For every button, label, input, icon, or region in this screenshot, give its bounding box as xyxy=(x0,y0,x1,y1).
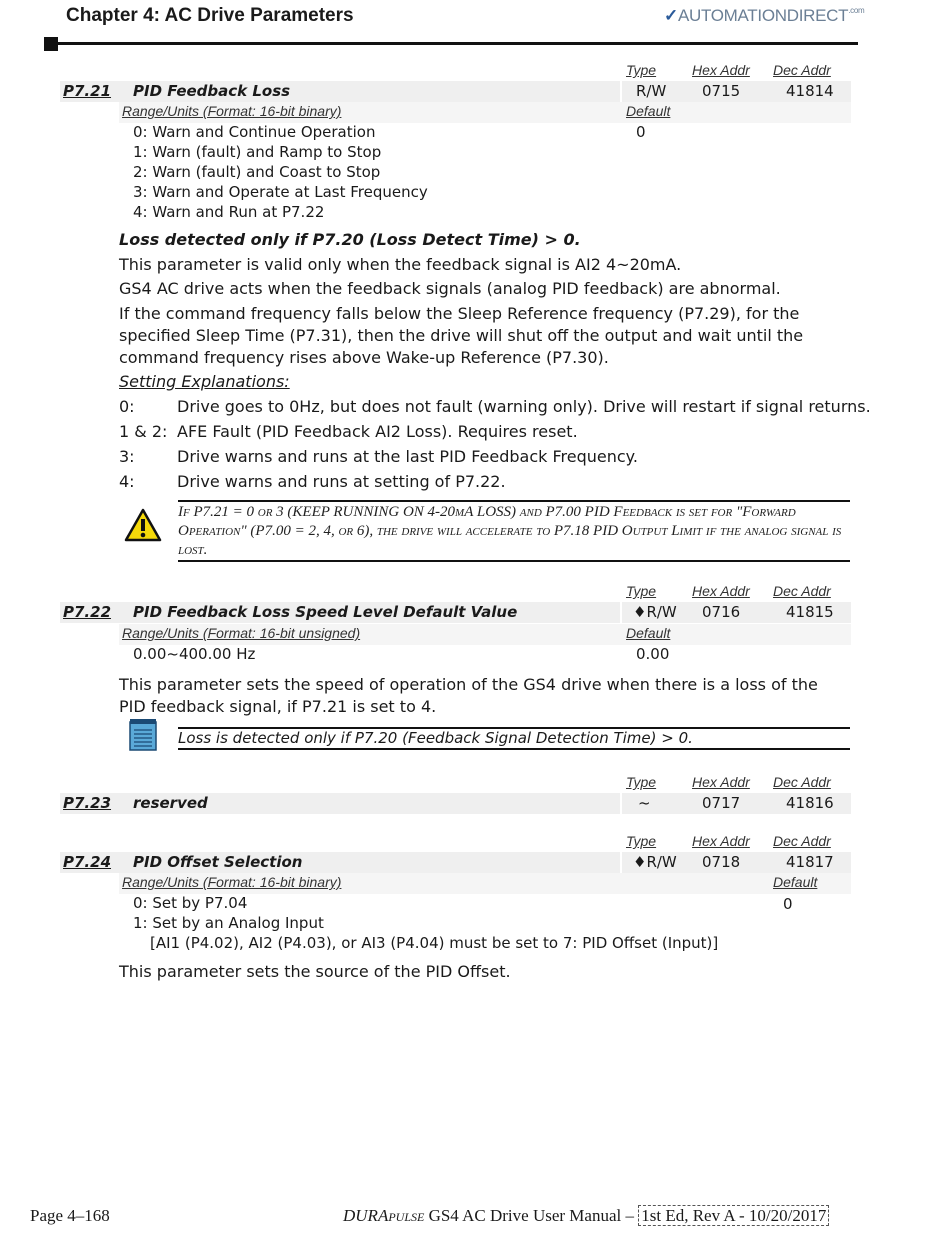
setting-value: Drive goes to 0Hz, but does not fault (warning only). Drive will restart if signal returns. xyxy=(177,397,871,416)
list-item xyxy=(119,396,871,421)
logo-suffix: .com xyxy=(848,6,865,15)
brand-dura: DURA xyxy=(343,1206,389,1225)
list-item: [AI1 (P4.02), AI2 (P4.03), or AI3 (P4.04) must be set to 7: PID Offset (Input)] xyxy=(150,934,719,952)
note-box xyxy=(178,727,850,750)
brand-pulse: pulse xyxy=(388,1206,425,1225)
default-label: Default xyxy=(626,103,671,119)
setting-explanations-title: Setting Explanations: xyxy=(119,372,290,391)
param-number: P7.21 xyxy=(63,82,112,100)
col-dec-label: Dec Addr xyxy=(773,62,831,78)
paragraph: GS4 AC drive acts when the feedback signals (analog PID feedback) are abnormal. xyxy=(119,279,781,298)
default-value: 0 xyxy=(783,895,793,913)
col-hex-label: Hex Addr xyxy=(692,62,750,78)
setting-value: Drive warns and runs at the last PID Feedback Frequency. xyxy=(177,447,638,466)
param-hex: 0717 xyxy=(702,794,741,812)
col-type-label: Type xyxy=(626,774,657,790)
param-dec: 41816 xyxy=(786,794,834,812)
range-value: 0.00~400.00 Hz xyxy=(133,645,256,663)
param-type: ♦R/W xyxy=(633,853,677,871)
list-item: 1: Warn (fault) and Ramp to Stop xyxy=(133,143,382,161)
settings-list xyxy=(119,396,871,496)
list-item xyxy=(119,471,506,496)
option-list xyxy=(133,893,718,953)
list-item: 4: Warn and Run at P7.22 xyxy=(133,203,325,221)
warning-box xyxy=(178,500,850,562)
range-units: Range/Units (Format: 16-bit binary) xyxy=(122,874,342,890)
revision-badge: 1st Ed, Rev A - 10/20/2017 xyxy=(638,1205,829,1226)
param-type: R/W xyxy=(636,82,667,100)
header-rule xyxy=(44,42,858,45)
warning-text: If P7.21 = 0 or 3 (KEEP RUNNING ON 4-20mA LOSS) and P7.00 PID Feedback is set for "Forward Operation" (P7.00 = 2, 4, or 6), the drive will accelerate to P7.18 PID Output Limit if the analog signal is lost. xyxy=(178,504,842,558)
paragraph: This parameter sets the speed of operation of the GS4 drive when there is a loss of the PID feedback signal, if P7.21 is set to 4. xyxy=(119,675,818,716)
param-number: P7.24 xyxy=(63,853,112,871)
chapter-title: Chapter 4: AC Drive Parameters xyxy=(66,5,354,26)
param-name: PID Feedback Loss Speed Level Default Value xyxy=(133,603,518,621)
list-item: 3: Warn and Operate at Last Frequency xyxy=(133,183,428,201)
param-number: P7.23 xyxy=(63,794,112,812)
notepad-icon xyxy=(127,718,159,756)
paragraph: This parameter sets the source of the PID Offset. xyxy=(119,962,511,981)
param-name: PID Offset Selection xyxy=(133,853,303,871)
page-number: Page 4–168 xyxy=(30,1206,110,1225)
col-dec-label: Dec Addr xyxy=(773,583,831,599)
list-item: 0: Set by P7.04 xyxy=(133,894,248,912)
col-type-label: Type xyxy=(626,583,657,599)
param-type: ♦R/W xyxy=(633,603,677,621)
manual-title xyxy=(343,1206,829,1226)
list-item xyxy=(119,421,578,446)
logo-check-icon: ✓ xyxy=(664,6,678,25)
logo-text: AUTOMATIONDIRECT xyxy=(677,6,849,25)
default-label: Default xyxy=(773,874,818,890)
loss-detect-note: Loss detected only if P7.20 (Loss Detect Time) > 0. xyxy=(119,230,581,249)
param-hex: 0718 xyxy=(702,853,741,871)
setting-key: 1 & 2: xyxy=(119,422,168,441)
paragraph: This parameter is valid only when the feedback signal is AI2 4~20mA. xyxy=(119,255,682,274)
param-name: PID Feedback Loss xyxy=(133,82,291,100)
col-hex-label: Hex Addr xyxy=(692,774,750,790)
option-list xyxy=(133,122,428,222)
setting-key: 0: xyxy=(119,397,135,416)
setting-value: Drive warns and runs at setting of P7.22. xyxy=(177,472,506,491)
range-units: Range/Units (Format: 16-bit unsigned) xyxy=(122,625,361,641)
param-dec: 41815 xyxy=(786,603,834,621)
col-dec-label: Dec Addr xyxy=(773,833,831,849)
default-value: 0.00 xyxy=(636,645,670,663)
col-hex-label: Hex Addr xyxy=(692,583,750,599)
param-dec: 41814 xyxy=(786,82,834,100)
setting-key: 4: xyxy=(119,472,135,491)
col-type-label: Type xyxy=(626,62,657,78)
list-item: 0: Warn and Continue Operation xyxy=(133,123,376,141)
manual-name: GS4 AC Drive User Manual – xyxy=(424,1206,639,1225)
setting-key: 3: xyxy=(119,447,135,466)
list-item: 1: Set by an Analog Input xyxy=(133,914,324,932)
default-label: Default xyxy=(626,625,671,641)
col-dec-label: Dec Addr xyxy=(773,774,831,790)
param-dec: 41817 xyxy=(786,853,834,871)
default-value: 0 xyxy=(636,123,646,141)
header-rule-marker xyxy=(44,37,58,51)
param-number: P7.22 xyxy=(63,603,112,621)
paragraph: If the command frequency falls below the Sleep Reference frequency (P7.29), for the specified Sleep Time (P7.31), then the drive will shut off the output and wait until the command frequency rises above Wake-up Reference (P7.30). xyxy=(119,304,804,367)
param-name: reserved xyxy=(133,794,208,812)
list-item xyxy=(119,446,638,471)
note-text: Loss is detected only if P7.20 (Feedback Signal Detection Time) > 0. xyxy=(178,729,693,747)
col-type-label: Type xyxy=(626,833,657,849)
param-hex: 0716 xyxy=(702,603,741,621)
list-item: 2: Warn (fault) and Coast to Stop xyxy=(133,163,381,181)
automationdirect-logo xyxy=(664,6,864,26)
setting-value: AFE Fault (PID Feedback AI2 Loss). Requires reset. xyxy=(177,422,578,441)
range-units: Range/Units (Format: 16-bit binary) xyxy=(122,103,342,119)
col-hex-label: Hex Addr xyxy=(692,833,750,849)
warning-icon xyxy=(124,508,162,546)
param-type: ~ xyxy=(638,794,651,812)
param-hex: 0715 xyxy=(702,82,741,100)
